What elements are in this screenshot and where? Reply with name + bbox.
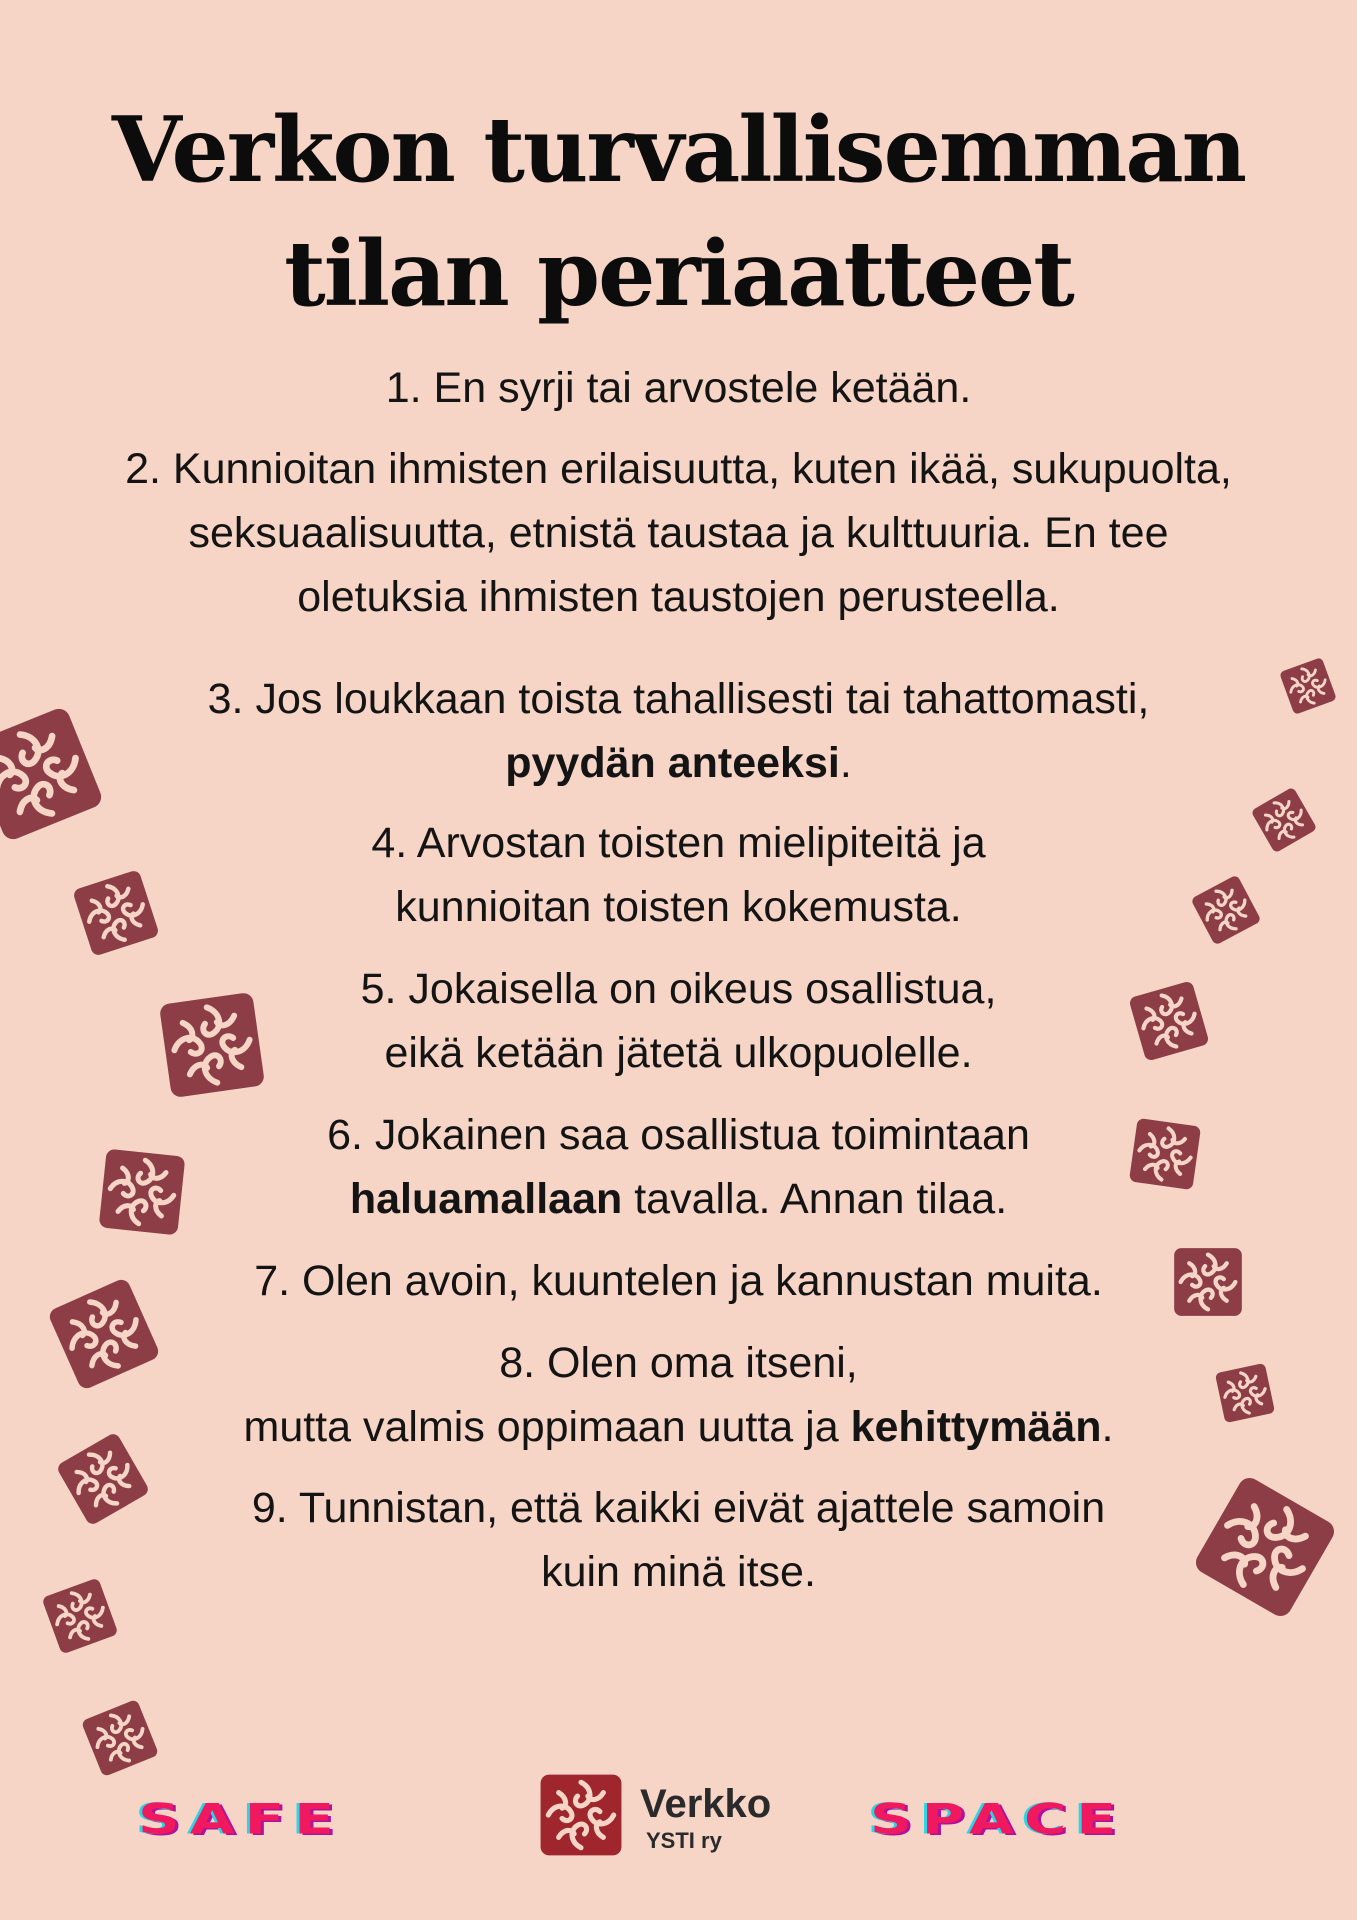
principle-8-line-2-tail: . [1101, 1403, 1114, 1451]
footer-safe-word: SAFE [138, 1794, 344, 1844]
ornament-tile-icon [1172, 1246, 1244, 1318]
principle-6-line-2-tail: tavalla. Annan tilaa. [622, 1175, 1008, 1223]
ornament-tile-icon [1213, 1361, 1277, 1425]
principle-3 [60, 667, 1297, 795]
principle-9 [60, 1476, 1297, 1604]
principle-7-line-1: 7. Olen avoin, kuuntelen ja kannustan muita. [254, 1257, 1103, 1305]
principle-5-line-2: eikä ketään jätetä ulkopuolelle. [384, 1029, 973, 1077]
ornament-tile-icon [156, 989, 269, 1102]
principle-5-line-1: 5. Jokaisella on oikeus osallistua, [360, 965, 997, 1013]
principle-3-emphasis: pyydän anteeksi [505, 739, 840, 787]
principle-7 [60, 1249, 1297, 1313]
principle-2-line-3: oletuksia ihmisten taustojen perusteella. [297, 573, 1060, 621]
logo-name: Verkko [640, 1782, 772, 1826]
footer-space-word: SPACE [870, 1794, 1127, 1844]
principle-4 [60, 811, 1297, 939]
principle-3-line-2-tail: . [839, 739, 852, 787]
principle-1-line-1: 1. En syrji tai arvostele ketään. [385, 364, 972, 412]
ornament-tile-icon [78, 1696, 161, 1779]
principle-4-line-1: 4. Arvostan toisten mielipiteitä ja [371, 819, 986, 867]
principle-8-line-1: 8. Olen oma itseni, [499, 1339, 858, 1387]
principle-4-line-2: kunnioitan toisten kokemusta. [395, 883, 962, 931]
principle-6-emphasis: haluamallaan [349, 1175, 623, 1223]
principle-9-line-2: kuin minä itse. [541, 1548, 816, 1596]
principle-8-line-2 [60, 1395, 1297, 1459]
principle-8-emphasis: kehittymään [850, 1403, 1102, 1451]
principle-8-line-2-head: mutta valmis oppimaan uutta ja [243, 1403, 851, 1451]
principle-2-line-1: 2. Kunnioitan ihmisten erilaisuutta, kuten ikää, sukupuolta, [125, 445, 1232, 493]
verkko-logo-icon [538, 1772, 624, 1858]
principle-8 [60, 1331, 1297, 1459]
principle-1 [60, 356, 1297, 420]
principle-6 [60, 1103, 1297, 1231]
logo-subtitle: YSTI ry [646, 1828, 722, 1853]
title-line-2: tilan periaatteet [284, 221, 1073, 327]
principle-6-line-1: 6. Jokainen saa osallistua toimintaan [327, 1111, 1030, 1159]
principle-2 [60, 437, 1297, 629]
principle-6-line-2 [60, 1167, 1297, 1231]
ornament-tile-icon [1127, 1116, 1204, 1193]
title-line-1: Verkon turvallisemman [111, 97, 1246, 203]
principle-3-line-2 [60, 731, 1297, 795]
principle-3-line-1: 3. Jos loukkaan toista tahallisesti tai tahattomasti, [207, 675, 1150, 723]
principle-2-line-2: seksuaalisuutta, etnistä taustaa ja kulttuuria. En tee [188, 509, 1169, 557]
ornament-tile-icon [96, 1146, 188, 1238]
page-title [0, 88, 1357, 336]
principle-9-line-1: 9. Tunnistan, että kaikki eivät ajattele samoin [251, 1484, 1106, 1532]
